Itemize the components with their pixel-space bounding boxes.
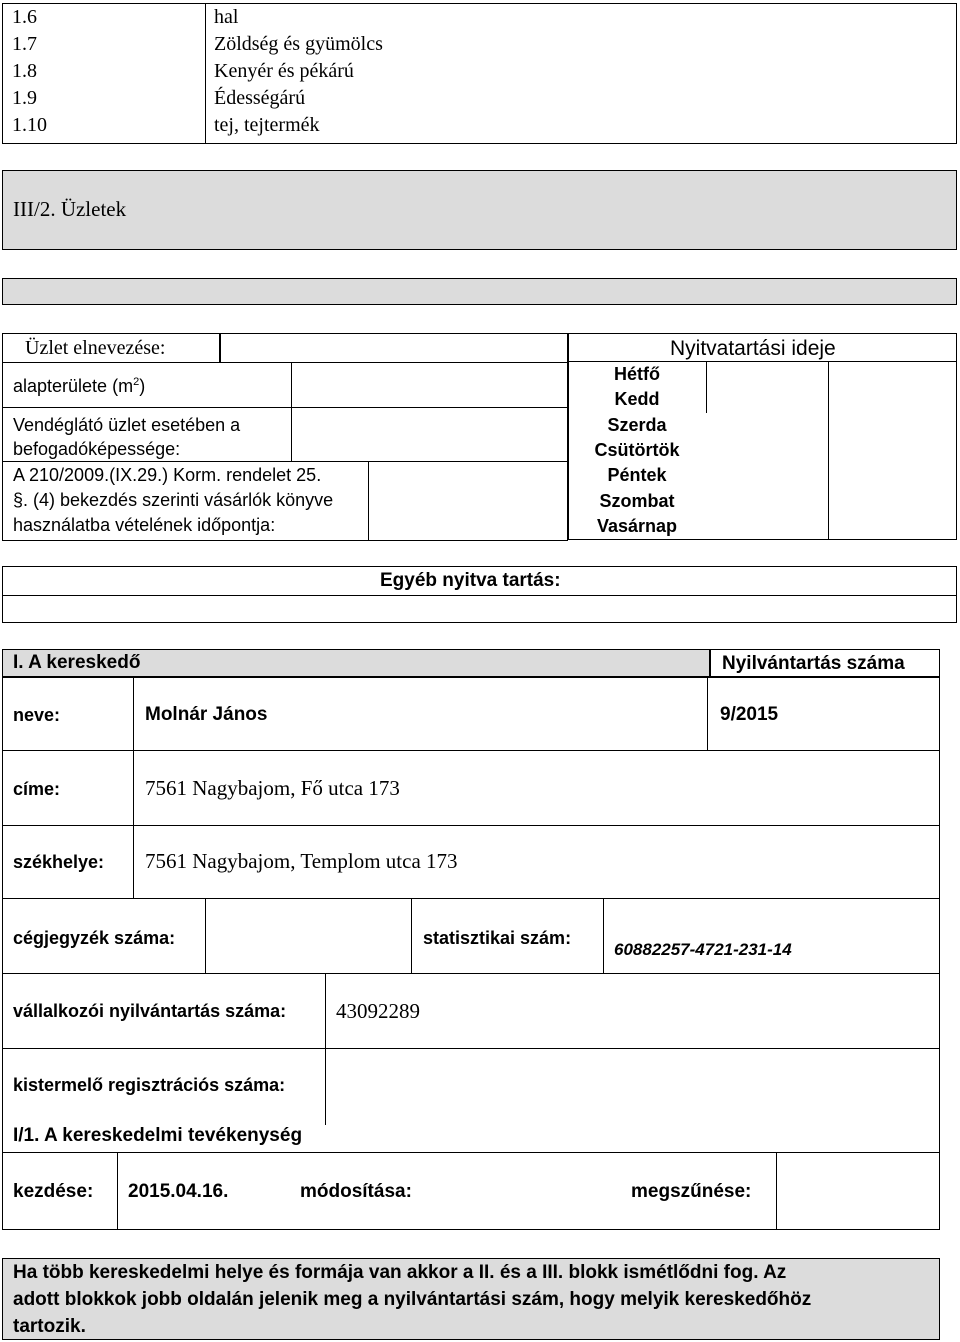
- stat-label: statisztikai szám:: [423, 928, 572, 948]
- trader-table: [2, 677, 940, 1230]
- opening-hours-divider: [706, 361, 707, 413]
- shop-name-field[interactable]: [220, 333, 568, 363]
- shop-row-line: [2, 540, 568, 541]
- product-code: 1.6: [12, 6, 37, 28]
- product-name: hal: [214, 6, 239, 28]
- product-code: 1.8: [12, 60, 37, 82]
- trader-col-line: [325, 973, 326, 1125]
- product-list-divider: [205, 3, 206, 144]
- seat-value: 7561 Nagybajom, Templom utca 173: [145, 849, 458, 873]
- trader-col-line: [117, 1152, 118, 1230]
- entrepreneur-label: vállalkozói nyilvántartás száma:: [13, 1001, 287, 1021]
- address-value: 7561 Nagybajom, Fő utca 173: [145, 776, 400, 800]
- day-label: Csütörtök: [594, 440, 680, 460]
- trader-col-line: [603, 898, 604, 973]
- trader-row-line: [2, 825, 940, 826]
- modify-label: módosítása:: [300, 1181, 412, 1202]
- opening-hours-divider: [828, 361, 829, 540]
- product-code: 1.10: [12, 114, 47, 136]
- start-label: kezdése:: [13, 1181, 94, 1202]
- stat-value: 60882257-4721-231-14: [614, 940, 792, 959]
- area-label-sup: 2: [133, 376, 140, 388]
- day-label: Szombat: [599, 491, 675, 511]
- shop-decree-divider: [368, 461, 369, 540]
- product-name: Zöldség és gyümölcs: [214, 33, 383, 55]
- empty-row: [2, 278, 957, 305]
- trader-row-line: [2, 1152, 940, 1153]
- trader-col-line: [707, 677, 708, 750]
- trader-col-line: [776, 1152, 777, 1230]
- footer-note-line: Ha több kereskedelmi helye és formája van akkor a II. és a III. blokk ismétlődni fog. Az: [13, 1262, 787, 1283]
- trader-row-line: [2, 973, 940, 974]
- trader-col-line: [205, 898, 206, 973]
- trader-row-line: [2, 750, 940, 751]
- product-name: tej, tejtermék: [214, 114, 320, 136]
- start-value: 2015.04.16.: [128, 1181, 229, 1202]
- decree-label-3: használatba vételének időpontja:: [13, 515, 276, 535]
- name-label: neve:: [13, 705, 61, 725]
- shop-name-label: Üzlet elnevezése:: [25, 337, 166, 359]
- area-label: [13, 376, 145, 397]
- opening-hours-header-line: [568, 361, 957, 362]
- area-label-text: alapterülete (m: [13, 376, 134, 396]
- activity-title: I/1. A kereskedelmi tevékenység: [13, 1125, 303, 1146]
- other-opening-line: [2, 595, 957, 596]
- day-label: Péntek: [607, 465, 667, 485]
- seat-label: székhelye:: [13, 852, 105, 872]
- address-label: címe:: [13, 779, 61, 799]
- trader-row-line: [2, 1048, 940, 1049]
- company-reg-label: cégjegyzék száma:: [13, 928, 176, 948]
- product-code: 1.7: [12, 33, 37, 55]
- smallholder-label: kistermelő regisztrációs száma:: [13, 1075, 286, 1095]
- product-list-table: [2, 3, 957, 144]
- footer-note-line: tartozik.: [13, 1316, 86, 1337]
- section-title: III/2. Üzletek: [13, 197, 127, 221]
- trader-header: I. A kereskedő: [13, 652, 141, 673]
- trader-col-line: [133, 677, 134, 898]
- shop-row-line: [2, 407, 568, 408]
- decree-label-2: §. (4) bekezdés szerinti vásárlók könyve: [13, 490, 334, 510]
- name-value: Molnár János: [145, 704, 268, 725]
- trader-col-line: [411, 898, 412, 973]
- other-opening-label: Egyéb nyitva tartás:: [380, 570, 561, 591]
- product-code: 1.9: [12, 87, 37, 109]
- product-name: Kenyér és pékárú: [214, 60, 354, 82]
- decree-label: A 210/2009.(IX.29.) Korm. rendelet 25.: [13, 465, 322, 485]
- registry-header: Nyilvántartás száma: [722, 653, 905, 674]
- capacity-label: Vendéglátó üzlet esetében a: [13, 415, 241, 435]
- day-label: Hétfő: [614, 364, 660, 384]
- area-label-close: ): [139, 376, 146, 396]
- opening-hours-title: Nyitvatartási ideje: [670, 337, 836, 360]
- shop-row-line: [2, 461, 568, 462]
- day-label: Szerda: [607, 415, 667, 435]
- end-label: megszűnése:: [631, 1181, 752, 1202]
- entrepreneur-value: 43092289: [336, 999, 420, 1023]
- trader-row-line: [2, 898, 940, 899]
- footer-note-line: adott blokkok jobb oldalán jelenik meg a nyilvántartási szám, hogy melyik kereskedőhöz: [13, 1289, 812, 1310]
- registry-value: 9/2015: [720, 704, 779, 725]
- shop-left-border: [2, 363, 3, 540]
- capacity-label-2: befogadóképessége:: [13, 439, 181, 459]
- shop-area-divider: [291, 363, 292, 461]
- section-title-box: [2, 170, 957, 250]
- product-name: Édességárú: [214, 87, 306, 109]
- day-label: Vasárnap: [596, 516, 678, 536]
- day-label: Kedd: [614, 389, 660, 409]
